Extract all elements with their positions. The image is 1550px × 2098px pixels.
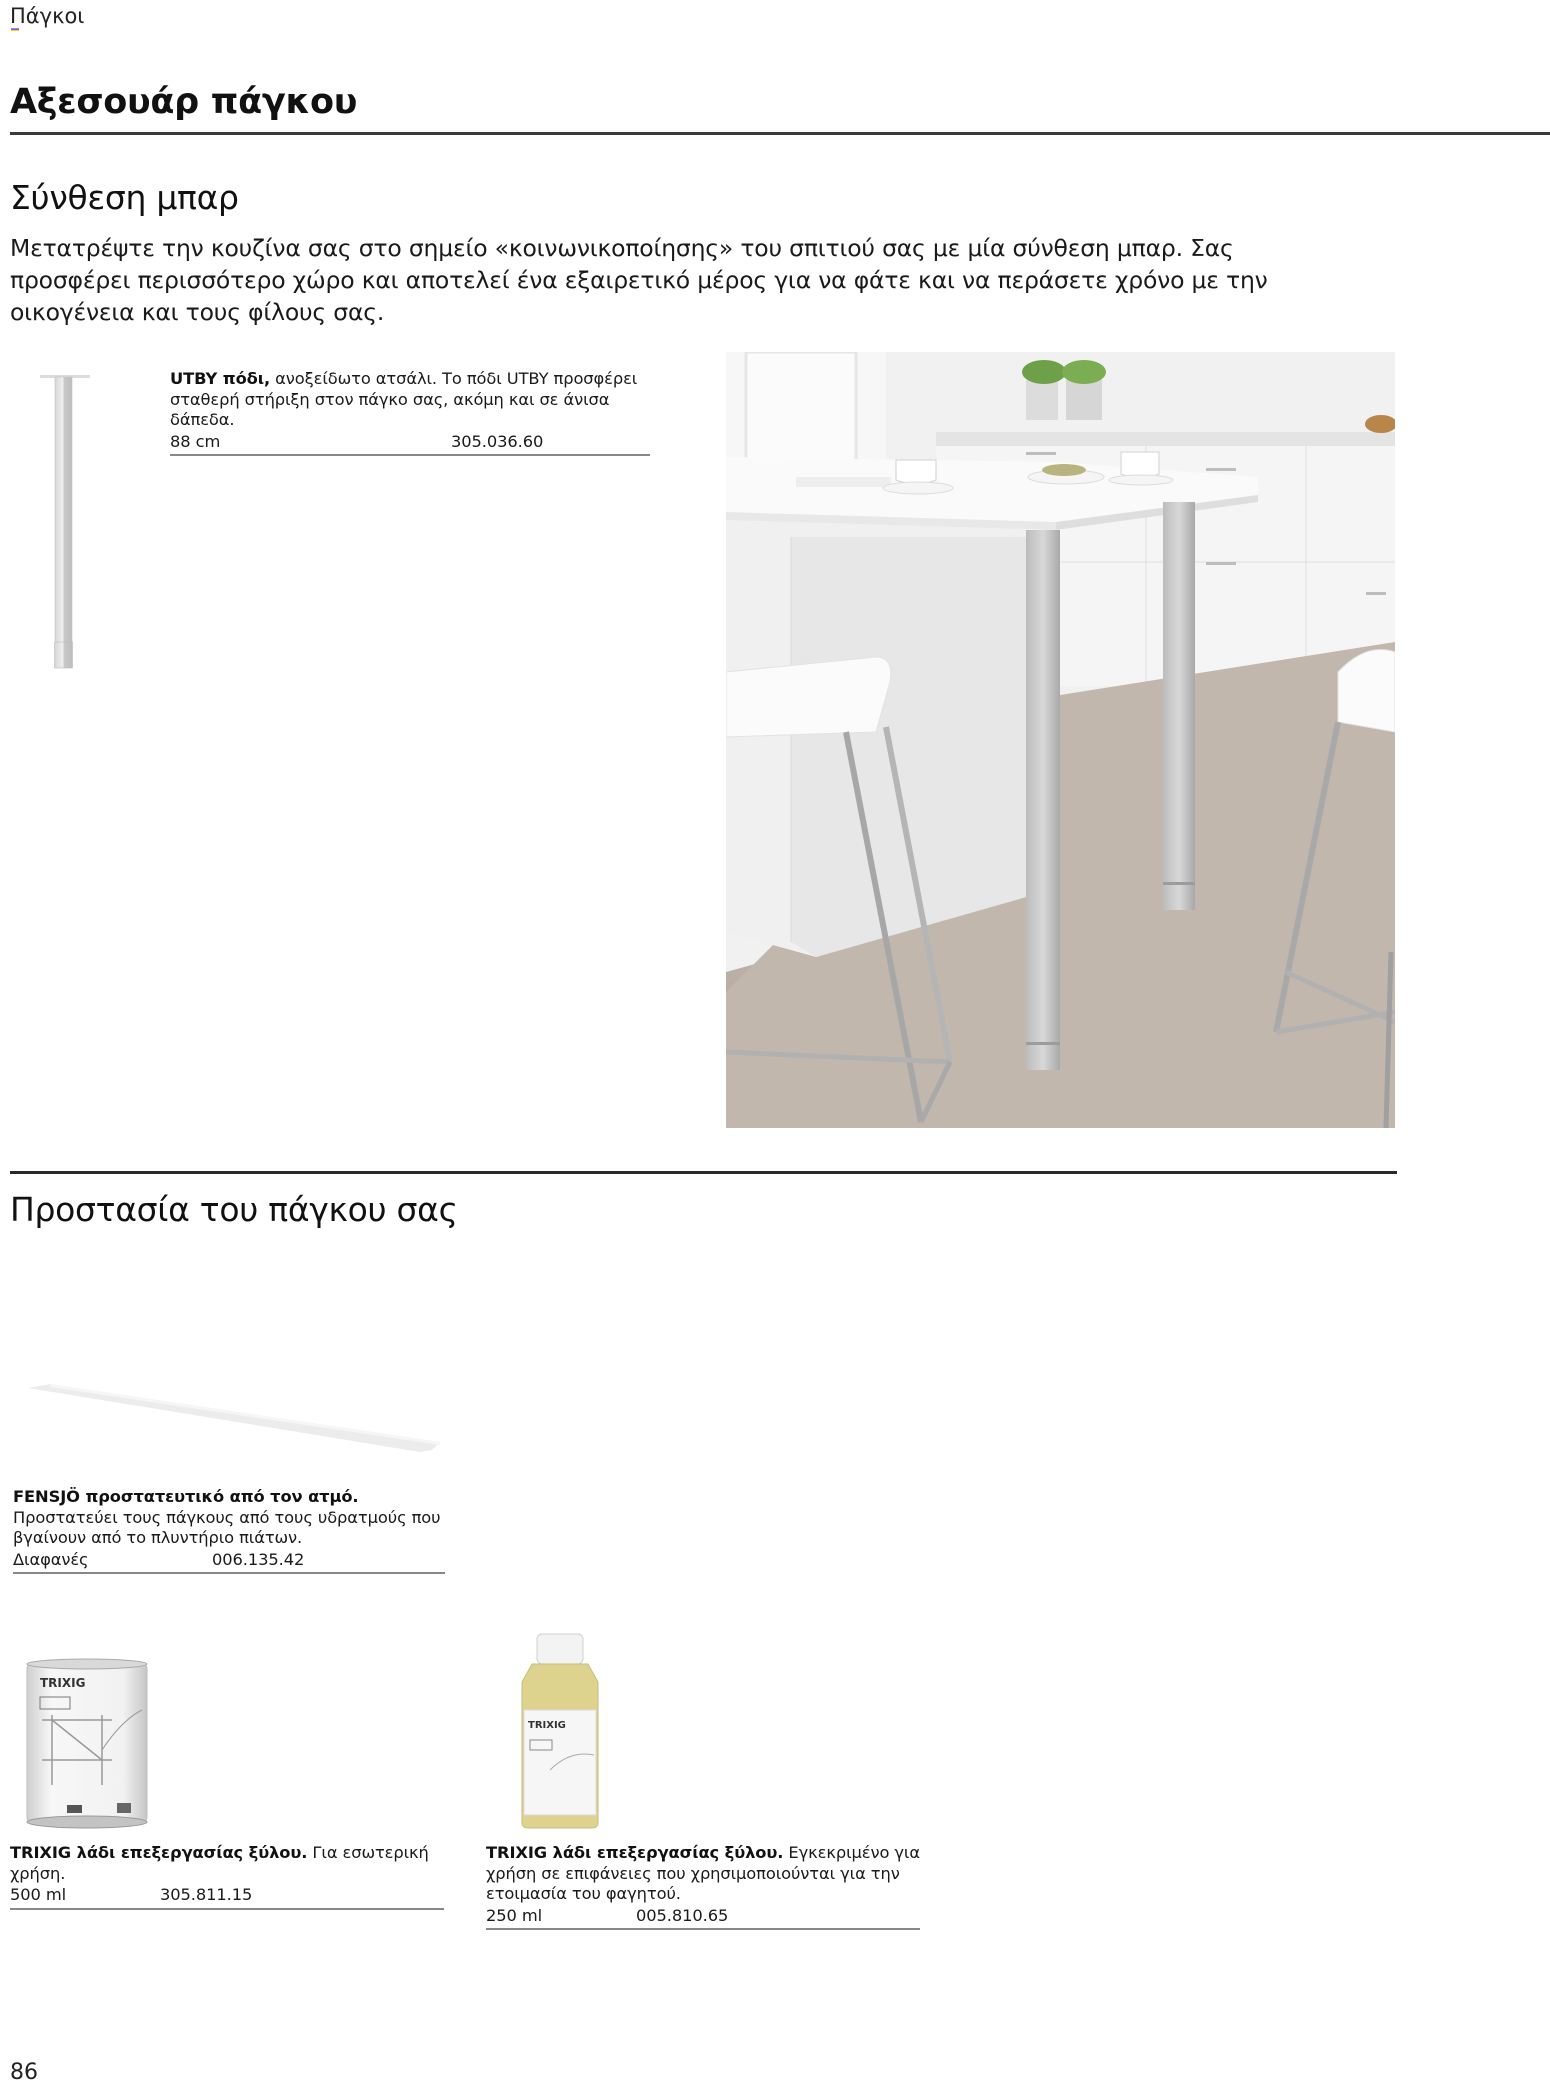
article-number: 005.810.65	[636, 1905, 729, 1925]
product-size: Διαφανές	[13, 1549, 89, 1569]
trixig-can-image	[22, 1655, 152, 1835]
section-divider	[10, 1171, 1397, 1174]
svg-text:TRIXIG: TRIXIG	[528, 1720, 566, 1731]
product-description: UTBY πόδι, ανοξείδωτο ατσάλι. Το πόδι UTBY προσφέρει σταθερή στήριξη στον πάγκο σας, ακόμη και σε άνισα δάπεδα.	[170, 369, 638, 429]
product-size: 88 cm	[170, 431, 221, 451]
breadcrumb-rest: άγκοι	[25, 4, 85, 28]
product-fensjo	[13, 1487, 445, 1574]
product-size: 250 ml	[486, 1905, 543, 1925]
product-spec-row	[170, 432, 650, 457]
trixig-bottle-image	[510, 1630, 610, 1830]
product-name: TRIXIG λάδι επεξεργασίας ξύλου.	[486, 1843, 784, 1862]
page-number: 86	[10, 2060, 38, 2085]
article-number: 305.811.15	[160, 1885, 253, 1904]
title-divider	[10, 132, 1550, 135]
section-heading-bar: Σύνθεση μπαρ	[10, 178, 239, 217]
utby-leg-image	[36, 374, 96, 674]
product-trixig-500	[10, 1843, 444, 1910]
svg-text:TRIXIG: TRIXIG	[40, 1676, 86, 1690]
product-spec-row	[10, 1885, 444, 1910]
product-utby	[170, 369, 650, 456]
breadcrumb[interactable]	[10, 4, 84, 28]
breadcrumb-first-letter: Π	[10, 4, 26, 28]
product-description: TRIXIG λάδι επεξεργασίας ξύλου. Εγκεκριμένο για χρήση σε επιφάνειες που χρησιμοποιούνται για την ετοιμασία του φαγητού.	[486, 1843, 920, 1903]
product-spec-row	[486, 1906, 920, 1931]
product-name: TRIXIG λάδι επεξεργασίας ξύλου.	[10, 1843, 308, 1862]
product-trixig-250	[486, 1843, 920, 1930]
product-spec-row	[13, 1550, 445, 1575]
article-number: 006.135.42	[212, 1549, 305, 1569]
section-heading-protection: Προστασία του πάγκου σας	[10, 1190, 458, 1229]
section-intro: Μετατρέψτε την κουζίνα σας στο σημείο «κοινωνικοποίησης» του σπιτιού σας με μία σύνθεση μπαρ. Σας προσφέρει περισσότερο χώρο και αποτελεί ένα εξαιρετικό μέρος για να φάτε και να περάσετε χρόνο με την οικογένεια και τους φίλους σας.	[10, 234, 1268, 326]
product-description: TRIXIG λάδι επεξεργασίας ξύλου. Για εσωτερική χρήση.	[10, 1843, 429, 1883]
product-name: FENSJÖ προστατευτικό από τον ατμό.	[13, 1487, 359, 1506]
product-size: 500 ml	[10, 1885, 67, 1904]
product-description: Προστατεύει τους πάγκους από τους υδρατμούς που βγαίνουν από το πλυντήριο πιάτων.	[13, 1507, 441, 1547]
article-number: 305.036.60	[451, 431, 544, 451]
bar-table-photo	[726, 352, 1395, 1128]
product-name: UTBY πόδι,	[170, 369, 271, 388]
fensjo-strip-image	[20, 1380, 440, 1470]
page-title: Αξεσουάρ πάγκου	[10, 82, 358, 122]
